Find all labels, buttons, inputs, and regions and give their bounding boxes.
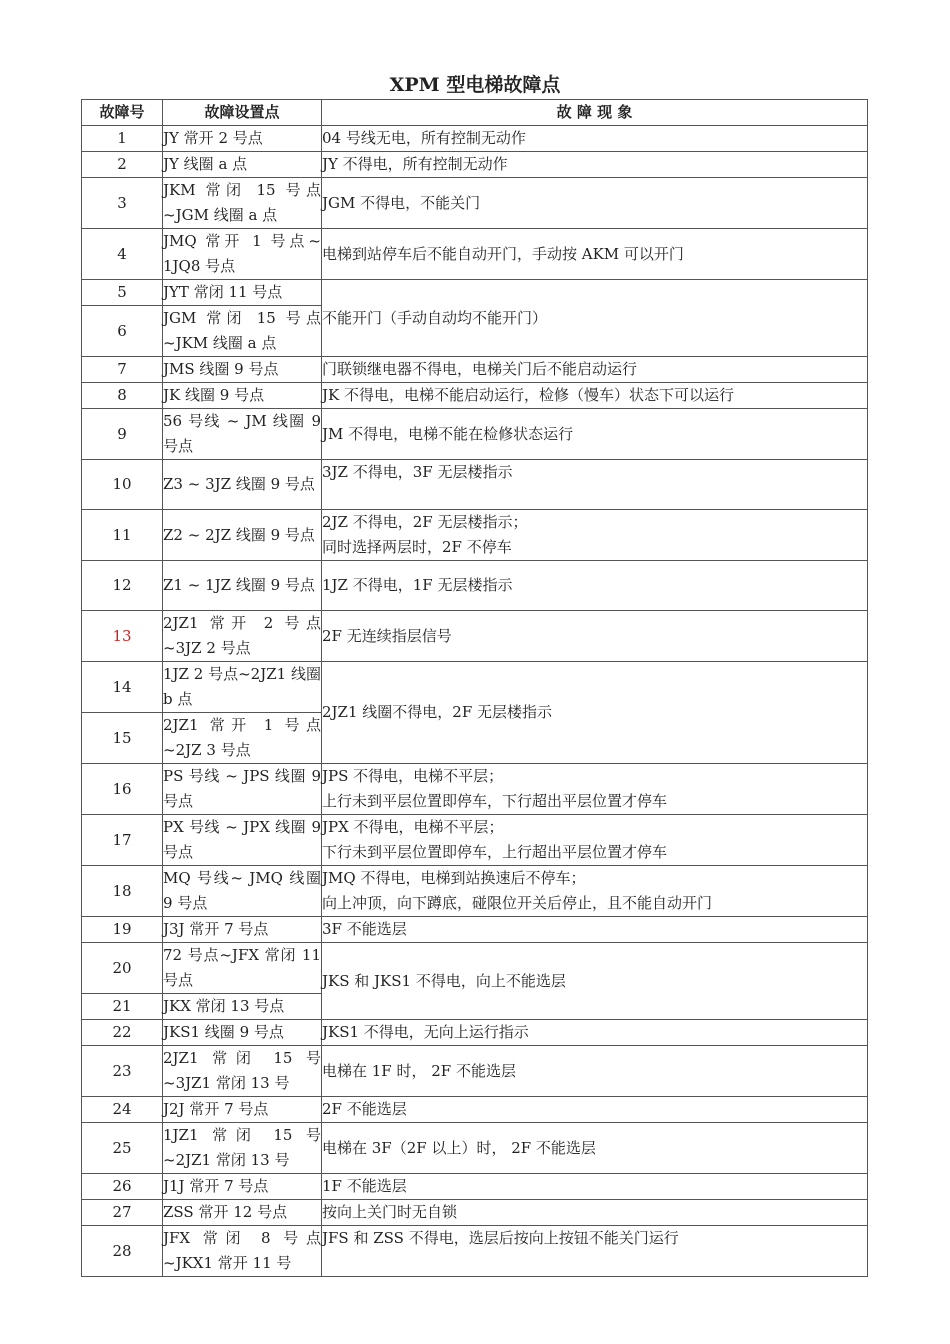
- table-row: [82, 1226, 868, 1277]
- fault-symptom: [322, 510, 868, 561]
- table-row: [82, 1123, 868, 1174]
- fault-no: 24: [82, 1097, 163, 1123]
- fault-no: 2: [82, 152, 163, 178]
- fault-point: JMQ 常开 1 号点~ 1JQ8 号点: [163, 229, 322, 280]
- fault-symptom: [322, 764, 868, 815]
- table-row: [82, 917, 868, 943]
- fault-point: PS 号线 ~ JPS 线圈 9 号点: [163, 764, 322, 815]
- table-row: [82, 866, 868, 917]
- fault-symptom: 1F 不能选层: [322, 1174, 868, 1200]
- table-row: [82, 1097, 868, 1123]
- fault-no: 16: [82, 764, 163, 815]
- fault-no: 21: [82, 994, 163, 1020]
- header-fault-symptom: 故 障 现 象: [322, 100, 868, 126]
- fault-point: JYT 常闭 11 号点: [163, 280, 322, 306]
- fault-point: 2JZ1 常闭 15 号 ~3JZ1 常闭 13 号: [163, 1046, 322, 1097]
- fault-symptom: 3JZ 不得电，3F 无层楼指示: [322, 460, 868, 510]
- fault-point: 2JZ1 常开 1 号点 ~2JZ 3 号点: [163, 713, 322, 764]
- fault-symptom: JY 不得电，所有控制无动作: [322, 152, 868, 178]
- symptom-line: 2JZ 不得电，2F 无层楼指示；: [322, 513, 528, 531]
- fault-table: [81, 99, 868, 1277]
- fault-no: 18: [82, 866, 163, 917]
- fault-symptom: JKS1 不得电，无向上运行指示: [322, 1020, 868, 1046]
- fault-symptom: 2F 无连续指层信号: [322, 611, 868, 662]
- fault-symptom: [322, 866, 868, 917]
- fault-symptom: [322, 815, 868, 866]
- fault-symptom: 3F 不能选层: [322, 917, 868, 943]
- symptom-line: 上行未到平层位置即停车，下行超出平层位置才停车: [322, 792, 668, 810]
- fault-point: 72 号点~JFX 常闭 11 号点: [163, 943, 322, 994]
- symptom-line: JMQ 不得电，电梯到站换速后不停车；: [322, 869, 586, 887]
- fault-no: 12: [82, 561, 163, 611]
- fault-symptom: JGM 不得电，不能关门: [322, 178, 868, 229]
- fault-no: 11: [82, 510, 163, 561]
- document-title: XPM 型电梯故障点: [389, 74, 561, 96]
- fault-symptom: 电梯到站停车后不能自动开门，手动按 AKM 可以开门: [322, 229, 868, 280]
- fault-symptom: JFS 和 ZSS 不得电，选层后按向上按钮不能关门运行: [322, 1226, 868, 1277]
- table-header-row: [82, 100, 868, 126]
- fault-point: 56 号线 ~ JM 线圈 9 号点: [163, 409, 322, 460]
- table-row: [82, 126, 868, 152]
- fault-point: Z2 ~ 2JZ 线圈 9 号点: [163, 510, 322, 561]
- fault-point: 1JZ 2 号点~2JZ1 线圈 b 点: [163, 662, 322, 713]
- fault-symptom: 门联锁继电器不得电，电梯关门后不能启动运行: [322, 357, 868, 383]
- table-row: [82, 510, 868, 561]
- symptom-line: 下行未到平层位置即停车，上行超出平层位置才停车: [322, 843, 668, 861]
- table-row: [82, 1046, 868, 1097]
- table-row: [82, 611, 868, 662]
- fault-point: JKS1 线圈 9 号点: [163, 1020, 322, 1046]
- fault-symptom: 按向上关门时无自锁: [322, 1200, 868, 1226]
- fault-no: 23: [82, 1046, 163, 1097]
- table-row: [82, 943, 868, 994]
- table-row: [82, 152, 868, 178]
- fault-point: JK 线圈 9 号点: [163, 383, 322, 409]
- table-row: [82, 357, 868, 383]
- fault-symptom: 04 号线无电，所有控制无动作: [322, 126, 868, 152]
- fault-point: JY 常开 2 号点: [163, 126, 322, 152]
- fault-no: 7: [82, 357, 163, 383]
- table-row: [82, 460, 868, 510]
- fault-point: J1J 常开 7 号点: [163, 1174, 322, 1200]
- table-row: [82, 561, 868, 611]
- table-row: [82, 815, 868, 866]
- fault-point: JFX 常闭 8 号点 ~JKX1 常开 11 号: [163, 1226, 322, 1277]
- fault-symptom: 电梯在 1F 时， 2F 不能选层: [322, 1046, 868, 1097]
- symptom-line: 向上冲顶，向下蹲底，碰限位开关后停止，且不能自动开门: [322, 894, 713, 912]
- fault-point: Z3 ~ 3JZ 线圈 9 号点: [163, 460, 322, 510]
- fault-point: PX 号线 ~ JPX 线圈 9 号点: [163, 815, 322, 866]
- fault-symptom: 1JZ 不得电，1F 无层楼指示: [322, 561, 868, 611]
- fault-no: 8: [82, 383, 163, 409]
- table-row: [82, 280, 868, 306]
- fault-no: 25: [82, 1123, 163, 1174]
- symptom-line: JPX 不得电，电梯不平层；: [322, 818, 504, 836]
- symptom-line: JPS 不得电，电梯不平层；: [322, 767, 504, 785]
- fault-point: MQ 号线~ JMQ 线圈 9 号点: [163, 866, 322, 917]
- fault-no: 3: [82, 178, 163, 229]
- header-fault-no: 故障号: [82, 100, 163, 126]
- fault-no: 6: [82, 306, 163, 357]
- fault-point: 2JZ1 常开 2 号点 ~3JZ 2 号点: [163, 611, 322, 662]
- fault-point: JY 线圈 a 点: [163, 152, 322, 178]
- fault-no: 20: [82, 943, 163, 994]
- fault-no: 17: [82, 815, 163, 866]
- fault-no: 19: [82, 917, 163, 943]
- fault-point: J3J 常开 7 号点: [163, 917, 322, 943]
- table-row: [82, 178, 868, 229]
- table-row: [82, 662, 868, 713]
- fault-point: J2J 常开 7 号点: [163, 1097, 322, 1123]
- fault-no: 10: [82, 460, 163, 510]
- table-row: [82, 1020, 868, 1046]
- fault-symptom: 2JZ1 线圈不得电，2F 无层楼指示: [322, 662, 868, 764]
- fault-no-highlighted: 13: [82, 611, 163, 662]
- table-row: [82, 1200, 868, 1226]
- fault-symptom: 不能开门（手动自动均不能开门）: [322, 280, 868, 357]
- header-fault-point: 故障设置点: [163, 100, 322, 126]
- fault-no: 4: [82, 229, 163, 280]
- fault-no: 28: [82, 1226, 163, 1277]
- fault-no: 14: [82, 662, 163, 713]
- fault-no: 26: [82, 1174, 163, 1200]
- table-row: [82, 1174, 868, 1200]
- fault-no: 9: [82, 409, 163, 460]
- table-row: [82, 764, 868, 815]
- fault-symptom: JKS 和 JKS1 不得电，向上不能选层: [322, 943, 868, 1020]
- symptom-line: 同时选择两层时，2F 不停车: [322, 538, 512, 556]
- fault-no: 1: [82, 126, 163, 152]
- fault-point: JMS 线圈 9 号点: [163, 357, 322, 383]
- fault-symptom: 2F 不能选层: [322, 1097, 868, 1123]
- fault-symptom: JM 不得电，电梯不能在检修状态运行: [322, 409, 868, 460]
- fault-point: JGM 常闭 15 号点 ~JKM 线圈 a 点: [163, 306, 322, 357]
- fault-symptom: JK 不得电，电梯不能启动运行，检修（慢车）状态下可以运行: [322, 383, 868, 409]
- fault-no: 27: [82, 1200, 163, 1226]
- table-row: [82, 409, 868, 460]
- fault-point: Z1 ~ 1JZ 线圈 9 号点: [163, 561, 322, 611]
- fault-no: 5: [82, 280, 163, 306]
- table-row: [82, 229, 868, 280]
- table-row: [82, 383, 868, 409]
- fault-point: JKX 常闭 13 号点: [163, 994, 322, 1020]
- fault-no: 15: [82, 713, 163, 764]
- fault-no: 22: [82, 1020, 163, 1046]
- fault-point: JKM 常闭 15 号点 ~JGM 线圈 a 点: [163, 178, 322, 229]
- fault-point: ZSS 常开 12 号点: [163, 1200, 322, 1226]
- fault-symptom: 电梯在 3F（2F 以上）时， 2F 不能选层: [322, 1123, 868, 1174]
- fault-point: 1JZ1 常闭 15 号 ~2JZ1 常闭 13 号: [163, 1123, 322, 1174]
